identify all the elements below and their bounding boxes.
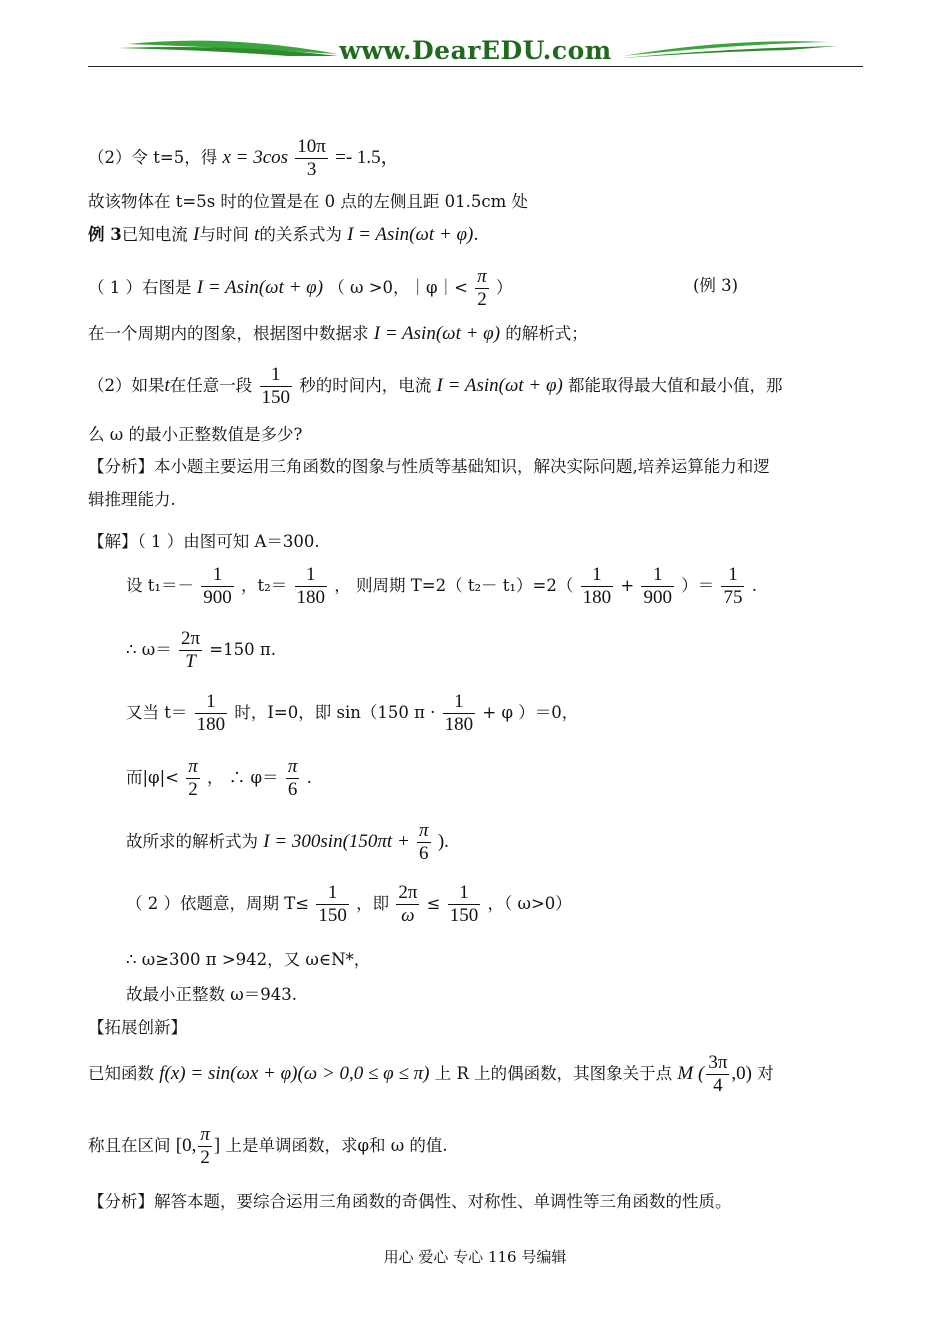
fraction: $\frac{\pi}{6}$ <box>287 756 298 800</box>
fraction: $\frac{1}{75}$ <box>723 564 743 608</box>
text-line: 设 t₁＝－ $\frac{1}{900}$ ，t₂＝ $\frac{1}{180}$ ， 则周期 T=2（ t₂－ t₁）=2（ $\frac{1}{180}$ + $\frac{1}{900}$ ）＝ $\frac{1}{75}$ . <box>126 564 757 608</box>
fraction: $\frac{\pi}{2}$ <box>477 266 487 310</box>
text-line: 故该物体在 t=5s 时的位置是在 0 点的左侧且距 01.5cm 处 <box>88 192 529 211</box>
fraction: $\frac{1}{180}$ <box>196 691 226 735</box>
formula: x = 3cos <box>222 147 289 168</box>
formula: I = Asin(ωt + φ) <box>347 224 474 245</box>
header-rule <box>88 66 863 67</box>
fraction: $\frac{3\pi}{4}$ <box>708 1052 728 1096</box>
text-line: 辑推理能力. <box>88 490 176 509</box>
text-line: ∴ ω≥300 π >942，又 ω∈N*， <box>126 950 371 969</box>
text-line: 【解】（ 1 ）由图可知 A＝300. <box>88 532 320 551</box>
text-line: （ 1 ）右图是 I = Asin(ωt + φ) （ ω >0，｜φ｜< $\frac{\pi}{2}$ ） <box>88 266 513 310</box>
formula: =- 1.5， <box>335 147 400 168</box>
text-line: 又当 t＝ $\frac{1}{180}$ 时，I=0，即 sin（150 π · $\frac{1}{180}$ + φ ）＝0， <box>126 691 579 735</box>
text-line: 已知函数 f(x) = sin(ωx + φ)(ω > 0,0 ≤ φ ≤ π) 上 R 上的偶函数，其图象关于点 M ( $\frac{3\pi}{4}$ ,0) 对 <box>88 1052 774 1096</box>
fraction: $\frac{2\pi}{T}$ <box>180 628 201 672</box>
text-line: ∴ ω＝ $\frac{2\pi}{T}$ =150 π. <box>126 628 276 672</box>
formula: I = Asin(ωt + φ) <box>373 323 501 344</box>
fraction: $\frac{\pi}{6}$ <box>419 820 429 864</box>
fraction: $\frac{1}{150}$ <box>449 882 479 926</box>
formula: I = 300sin(150πt + <box>263 831 410 852</box>
formula: I = Asin(ωt + φ) <box>436 375 563 396</box>
text: （2）令 t=5，得 <box>88 148 218 167</box>
fraction: $\frac{1}{180}$ <box>444 691 474 735</box>
fraction: $\frac{\pi}{2}$ <box>188 756 198 800</box>
text-line: 【分析】本小题主要运用三角函数的图象与性质等基础知识，解决实际问题,培养运算能力和逻 <box>88 457 770 476</box>
text-line: 故所求的解析式为 I = 300sin(150πt + $\frac{\pi}{6}$ ). <box>126 820 449 864</box>
fraction: $\frac{10\pi}{3}$ <box>297 136 326 180</box>
text-line: 称且在区间 [0, $\frac{\pi}{2}$ ] 上是单调函数，求φ和 ω 的值. <box>88 1124 448 1168</box>
fraction: $\frac{1}{900}$ <box>643 564 672 608</box>
example-label: 例 3 <box>88 225 122 244</box>
fraction: $\frac{1}{150}$ <box>261 364 291 408</box>
formula: I = Asin(ωt + φ) <box>196 277 324 298</box>
text-line: 例 3已知电流 I与时间 t的关系式为 I = Asin(ωt + φ). <box>88 224 479 245</box>
section-heading: 【拓展创新】 <box>88 1018 187 1037</box>
text-line <box>88 136 868 181</box>
text-line: 而|φ|< $\frac{\pi}{2}$ ， ∴ φ＝ $\frac{\pi}{6}$ . <box>126 756 312 800</box>
fraction: $\frac{1}{150}$ <box>318 882 347 926</box>
fraction: $\frac{1}{180}$ <box>582 564 612 608</box>
text-line: （2）如果t在任意一段 $\frac{1}{150}$ 秒的时间内，电流 I = Asin(ωt + φ) 都能取得最大值和最小值，那 <box>88 364 783 408</box>
text-line: 在一个周期内的图象，根据图中数据求 I = Asin(ωt + φ) 的解析式； <box>88 323 588 344</box>
fraction: $\frac{2\pi}{\omega}$ <box>398 882 418 926</box>
fraction: $\frac{\pi}{2}$ <box>200 1124 210 1168</box>
formula: f(x) = sin(ωx + φ)(ω > 0,0 ≤ φ ≤ π) <box>159 1063 430 1084</box>
figure-reference: (例 3) <box>693 276 739 295</box>
text-line: 么 ω 的最小正整数值是多少? <box>88 425 303 444</box>
site-header <box>88 30 863 70</box>
fraction: $\frac{1}{180}$ <box>296 564 325 608</box>
site-logo[interactable]: www.DearEDU.com <box>339 36 612 65</box>
text-line: （ 2 ）依题意，周期 T≤ $\frac{1}{150}$ ，即 $\frac{2\pi}{\omega}$ ≤ $\frac{1}{150}$ ，（ ω>0） <box>126 882 572 926</box>
page-footer: 用心 爱心 专心 116 号编辑 <box>383 1248 567 1266</box>
fraction: $\frac{1}{900}$ <box>203 564 232 608</box>
text-line: 【分析】解答本题，要综合运用三角函数的奇偶性、对称性、单调性等三角函数的性质。 <box>88 1192 732 1211</box>
text-line: 故最小正整数 ω＝943. <box>126 985 297 1004</box>
